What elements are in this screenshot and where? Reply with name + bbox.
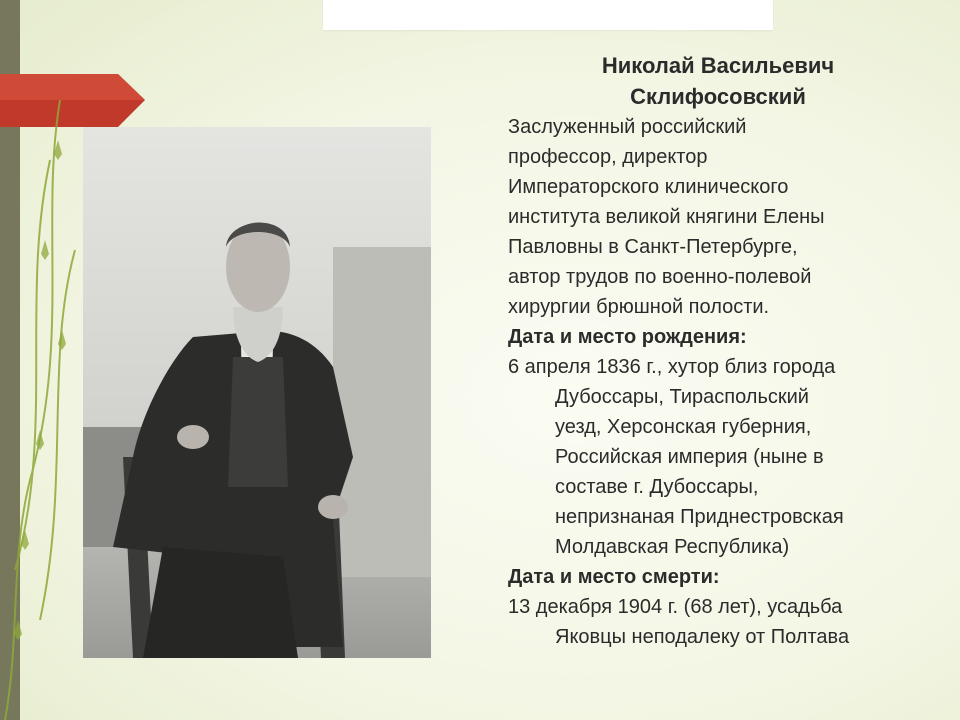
- top-white-panel: [323, 0, 773, 30]
- bio-line: Павловны в Санкт-Петербурге,: [508, 236, 798, 258]
- biography-text: [508, 50, 948, 652]
- bio-line: института великой княгини Елены: [508, 206, 825, 228]
- portrait-photo: [83, 127, 431, 658]
- birth-line: составе г. Дубоссары,: [555, 476, 759, 498]
- person-name-last: Склифосовский: [630, 84, 806, 109]
- bio-line: хирургии брюшной полости.: [508, 296, 770, 318]
- birth-line: уезд, Херсонская губерния,: [555, 416, 812, 438]
- bio-line: профессор, директор: [508, 146, 708, 168]
- birth-line: Российская империя (ныне в: [555, 446, 824, 468]
- person-name-first: Николай Васильевич: [601, 53, 835, 78]
- death-line: Яковцы неподалеку от Полтава: [555, 626, 850, 648]
- death-line: 13 декабря 1904 г. (68 лет), усадьба: [508, 596, 843, 618]
- portrait-illustration: [83, 127, 431, 658]
- bio-line: автор трудов по военно-полевой: [508, 266, 812, 288]
- death-label: Дата и место смерти:: [508, 566, 720, 588]
- birth-line: непризнаная Приднестровская: [555, 506, 844, 528]
- birth-label: Дата и место рождения:: [508, 326, 747, 348]
- birth-line: Дубоссары, Тираспольский: [555, 386, 809, 408]
- bio-line: Императорского клинического: [508, 176, 789, 198]
- birth-line: 6 апреля 1836 г., хутор близ города: [508, 356, 836, 378]
- birth-line: Молдавская Республика): [555, 536, 790, 558]
- leaf-swirl-icon: [0, 100, 95, 720]
- bio-line: Заслуженный российский: [508, 116, 747, 138]
